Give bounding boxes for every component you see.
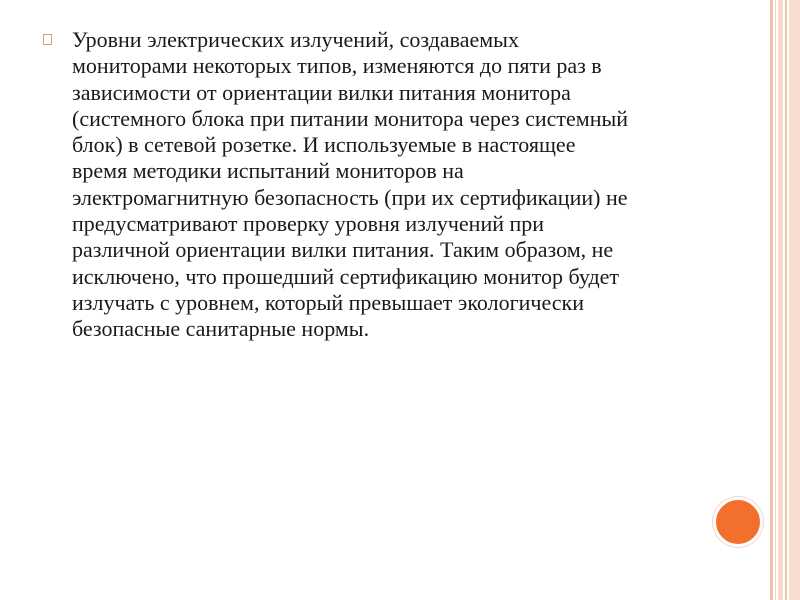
band-stripe [785, 0, 787, 600]
square-bullet-icon [43, 34, 52, 45]
band-stripe [778, 0, 783, 600]
orange-circle-icon [713, 497, 763, 547]
band-stripe [789, 0, 800, 600]
decorative-side-band [770, 0, 800, 600]
slide-body-text: Уровни электрических излучений, создаваемых мониторами некоторых типов, изменяются до пяти раз в зависимости от ориентации вилки питания монитора (системного блока при питании монитора через системный блок) в сетевой розетке. И используемые в настоящее время методики испытаний мониторов на электромагнитную безопасность (при их сертификации) не предусматривают проверку уровня излучений при различной ориентации вилки питания. Таким образом, не исключено, что прошедший сертификацию монитор будет излучать с уровнем, который превышает экологически безопасные санитарные нормы. [72, 27, 629, 342]
band-stripe [770, 0, 773, 600]
band-stripe [775, 0, 776, 600]
